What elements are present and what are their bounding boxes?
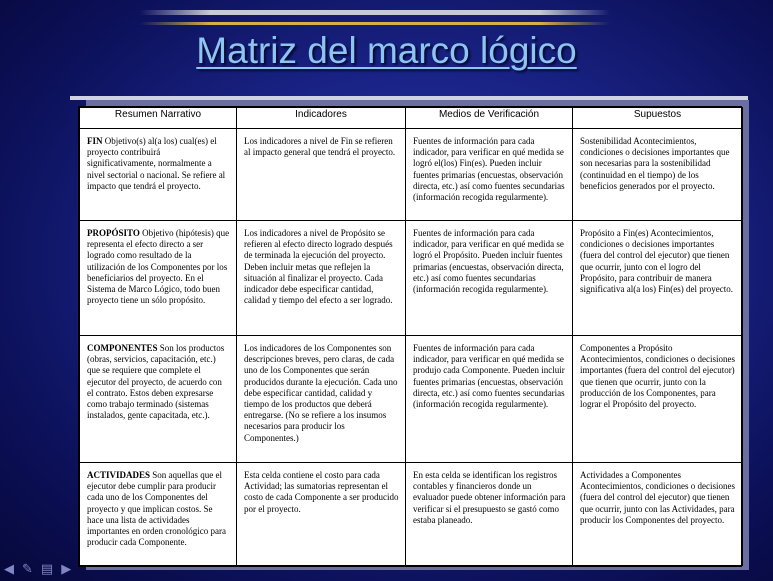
cell-supuestos: Sostenibilidad Acontecimientos, condiciones o decisiones importantes que son necesarias para la sostenibilidad (continuidad en el tiempo) de los beneficios generados por el proyecto. [573, 129, 743, 221]
cell-indicadores: Los indicadores a nivel de Fin se refieren al impacto general que tendrá el proyecto. [237, 129, 406, 221]
table-row [80, 463, 743, 566]
cell-medios: En esta celda se identifican los registros contables y financieros donde un evaluador puede obtener información para verificar si el presupuesto se gastó como estaba planeado. [406, 463, 573, 566]
cell-indicadores: Los indicadores a nivel de Propósito se refieren al efecto directo logrado después de terminada la ejecución del proyecto. Deben incluir metas que reflejen la situación al finalizar el proyecto. Cada indicador debe especificar cantidad, calidad y tiempo del efecto a ser logrado. [237, 221, 406, 336]
table-frame-top [70, 96, 748, 100]
cell-indicadores: Esta celda contiene el costo para cada Actividad; las sumatorias representan el costo de cada Componente a ser producido por el proyecto. [237, 463, 406, 566]
row-label: PROPÓSITO [87, 228, 140, 238]
decorative-gold-bar [140, 22, 610, 25]
arrow-right-icon[interactable]: ▶ [61, 562, 72, 577]
cell-resumen [80, 129, 237, 221]
row-label: COMPONENTES [87, 343, 158, 353]
table-row [80, 221, 743, 336]
cell-supuestos: Componentes a Propósito Acontecimientos, condiciones o decisiones importantes (fuera del control del ejecutor) que tienen que ocurrir, junto con la producción de los Componentes, para lograr el Propósito del proyecto. [573, 336, 743, 463]
cell-resumen [80, 336, 237, 463]
slide-title: Matriz del marco lógico [196, 30, 577, 71]
header-medios: Medios de Verificación [406, 108, 573, 129]
cell-resumen [80, 221, 237, 336]
cell-medios: Fuentes de información para cada indicador, para verificar en qué medida se logró el(los) Fin(es). Pueden incluir fuentes primarias (encuestas, observación directa, etc.) así como fuentes secundarias (información recogida regularmente). [406, 129, 573, 221]
menu-icon[interactable]: ▤ [40, 562, 54, 577]
slide-navigation [4, 562, 71, 578]
logical-framework-matrix [78, 106, 742, 567]
row-label: FIN [87, 136, 103, 146]
cell-indicadores: Los indicadores de los Componentes son descripciones breves, pero claras, de cada uno de los Componentes que serán producidos durante la ejecución. Cada uno debe especificar cantidad, calidad y tiempo de los productos que deberá entregarse. (No se refiere a los insumos necesarios para producir los Componentes.) [237, 336, 406, 463]
cell-text: Objetivo (hipótesis) que representa el efecto directo a ser logrado como resultado de la utilización de los Componentes por los beneficiarios del proyecto. En el Sistema de Marco Lógico, todo buen proyecto tiene un sólo propósito. [87, 228, 230, 306]
row-label: ACTIVIDADES [87, 470, 151, 480]
decorative-top-bar [140, 10, 610, 15]
cell-medios: Fuentes de información para cada indicador, para verificar en qué medida se logró el Propósito. Pueden incluir fuentes primarias (encuestas, observación directa, etc.) así como fuentes secundarias (información recogida regularmente). [406, 221, 573, 336]
cell-medios: Fuentes de información para cada indicador, para verificar en qué medida se produjo cada Componente. Pueden incluir fuentes primarias (encuestas, observación directa, etc.) así como fuentes secundarias (información recogida regularmente). [406, 336, 573, 463]
pen-icon[interactable]: ✎ [22, 562, 33, 577]
table-row [80, 129, 743, 221]
cell-text: Objetivo(s) al(a los) cual(es) el proyecto contribuirá significativamente, normalmente a nivel sectorial o nacional. Se refiere al impacto que tendrá el proyecto. [87, 136, 226, 191]
cell-text: Son los productos (obras, servicios, capacitación, etc.) que se requiere que complete el ejecutor del proyecto, de acuerdo con el contrato. Estos deben expresarse como trabajo terminado (sistemas instalados, gente capacitada, etc.). [87, 343, 225, 421]
matrix-table [79, 107, 743, 566]
header-row [80, 108, 743, 129]
arrow-left-icon[interactable]: ◀ [4, 562, 14, 577]
header-supuestos: Supuestos [573, 108, 743, 129]
cell-supuestos: Propósito a Fin(es) Acontecimientos, condiciones o decisiones importantes (fuera del control del ejecutor) que tienen que ocurrir, junto con el logro del Propósito, para contribuir de manera significativa al(a los) Fin(es) del proyecto. [573, 221, 743, 336]
cell-text: Son aquellas que el ejecutor debe cumplir para producir cada uno de los Componentes del proyecto y que implican costos. Se hace una lista de actividades importantes en orden cronológico para producir cada Componente. [87, 470, 226, 548]
table-row [80, 336, 743, 463]
cell-supuestos: Actividades a Componentes Acontecimientos, condiciones o decisiones (fuera del control del ejecutor) que tienen que ocurrir, junto con las Actividades, para producir los Componentes del proyecto. [573, 463, 743, 566]
cell-resumen [80, 463, 237, 566]
header-indicadores: Indicadores [237, 108, 406, 129]
header-resumen: Resumen Narrativo [80, 108, 237, 129]
